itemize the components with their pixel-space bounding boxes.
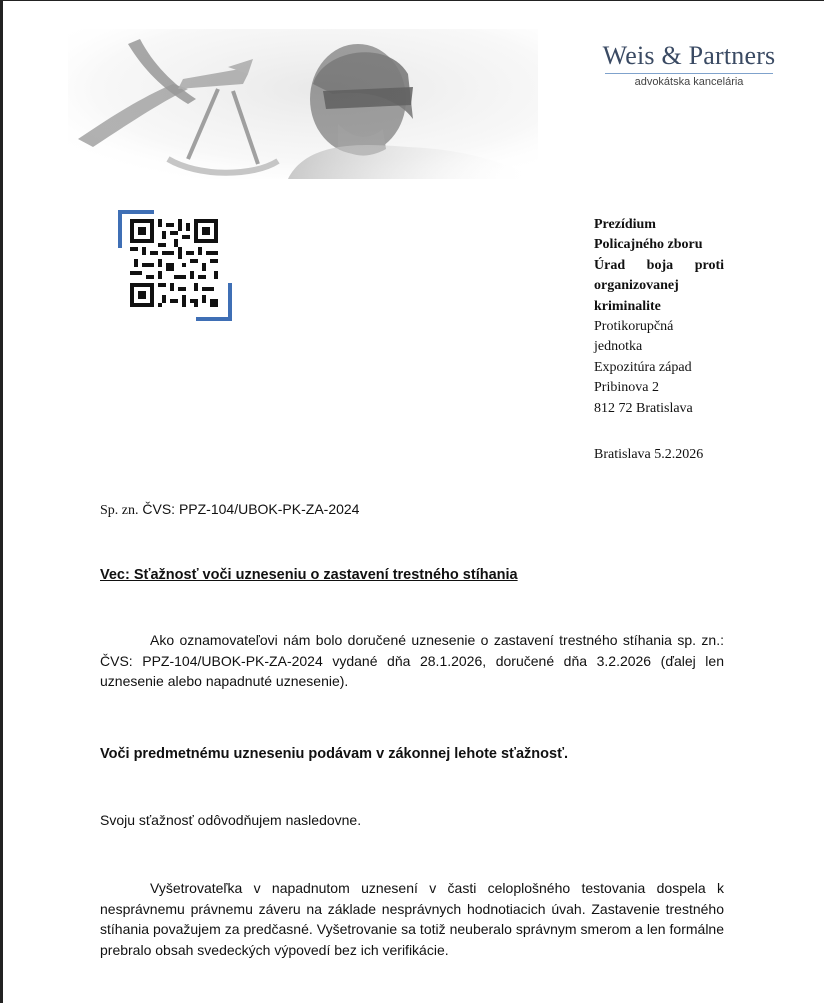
paragraph <box>100 810 724 831</box>
paragraph-text: Vyšetrovateľka v napadnutom uznesení v časti celoplošného testovania dospela k nesprávnemu právnemu záveru na základe nesprávnych hodnotiacich úvah. Zastavenie trestného stíhania považujem za predčasné. Vyšetrovanie sa totiž neuberalo správnym smerom a len formálne prebralo obsah svedeckých výpovedí bez ich verifikácie. <box>100 880 724 958</box>
addressee-line: Protikorupčná <box>594 319 674 335</box>
firm-subtitle: advokátska kancelária <box>634 76 744 88</box>
addressee-line: 812 72 Bratislava <box>594 400 693 416</box>
paragraph-text: Svoju sťažnosť odôvodňujem nasledovne. <box>100 812 362 828</box>
addressee-line: Policajného zboru <box>594 237 703 253</box>
addressee-line: jednotka <box>594 339 643 355</box>
date-line: Bratislava 5.2.2026 <box>594 447 704 462</box>
addressee-line: Prezídium <box>594 217 656 232</box>
addressee-line: Úrad boja proti <box>594 257 724 273</box>
addressee-line: kriminalite <box>594 298 661 314</box>
reference-number <box>100 501 359 519</box>
qr-code-graphic <box>116 208 234 323</box>
lady-justice-illustration <box>68 29 538 179</box>
addressee-line: Pribinova 2 <box>594 380 659 396</box>
brand-divider <box>605 73 773 74</box>
firm-brand <box>599 41 779 88</box>
reference-value: ČVS: PPZ-104/UBOK-PK-ZA-2024 <box>142 501 360 517</box>
paragraph-text: Ako oznamovateľovi nám bolo doručené uznesenie o zastavení trestného stíhania sp. zn.: ČVS: PPZ-104/UBOK-PK-ZA-2024 vydané dňa 28.1.2026, doručené dňa 3.2.2026 (ďalej len uznesenie alebo napadnuté uznesenie). <box>100 632 724 689</box>
addressee-line: organizovanej <box>594 278 679 294</box>
addressee-line: Expozitúra západ <box>594 359 692 375</box>
firm-name: Weis & Partners <box>602 41 776 70</box>
paragraph <box>100 630 724 692</box>
paragraph-bold <box>100 744 724 765</box>
paragraph-text: Voči predmetnému uzneseniu podávam v zákonnej lehote sťažnosť. <box>100 746 569 762</box>
addressee-block <box>594 215 724 419</box>
subject-line: Vec: Sťažnosť voči uzneseniu o zastavení trestného stíhania <box>100 567 518 583</box>
paragraph <box>100 878 724 960</box>
qr-code <box>116 208 234 323</box>
reference-label: Sp. zn. <box>100 503 139 518</box>
